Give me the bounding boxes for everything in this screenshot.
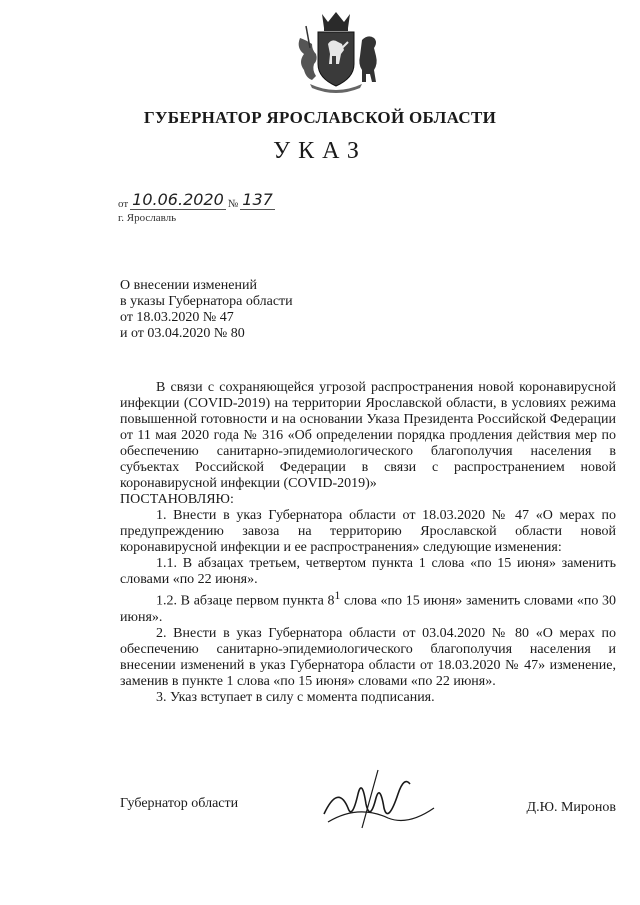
number-prefix: № xyxy=(227,198,239,210)
item-1-2 xyxy=(120,588,616,626)
document-body xyxy=(120,380,616,706)
document-city: г. Ярославль xyxy=(118,212,177,224)
subject-line: в указы Губернатора области xyxy=(120,294,293,309)
issuing-authority: ГУБЕРНАТОР ЯРОСЛАВСКОЙ ОБЛАСТИ xyxy=(143,108,497,127)
subject-line: от 18.03.2020 № 47 xyxy=(120,310,234,325)
item-1-2-text-a: 1.2. В абзаце первом пункта 8 xyxy=(156,593,335,609)
item-1-2-superscript: 1 xyxy=(334,589,341,602)
date-prefix: от xyxy=(118,198,129,210)
subject-line: и от 03.04.2020 № 80 xyxy=(120,326,245,341)
item-3: 3. Указ вступает в силу с момента подписания. xyxy=(156,689,435,705)
document-meta xyxy=(118,190,277,224)
item-1-1: 1.1. В абзацах третьем, четвертом пункта 1 слова «по 15 июня» заменить словами «по 22 июня». xyxy=(120,556,616,587)
item-1: 1. Внести в указ Губернатора области от 18.03.2020 № 47 «О мерах по предупреждению завоза на территорию Ярославской области новой коронавирусной инфекции и ее распространения» следующие изменения: xyxy=(120,508,616,555)
item-1-2-text-b: слова «по 15 июня» заменить словами «по 30 июня». xyxy=(120,593,617,625)
document-type: УКАЗ xyxy=(273,138,367,164)
coat-of-arms-icon xyxy=(288,8,384,94)
document-number: 137 xyxy=(242,190,273,209)
preamble-paragraph: В связи с сохраняющейся угрозой распространения новой коронавирусной инфекции (COVID-2019) на территории Ярославской области, в условиях режима повышенной готовности и на основании Указа Президента Российской Федерации от 11 мая 2020 года № 316 «Об определении порядка продления действия мер по обеспечению санитарно-эпидемиологического благополучия населения в субъектах Российской Федерации в связи с распространением новой коронавирусной инфекции (COVID-2019)» xyxy=(120,380,616,491)
document-date: 10.06.2020 xyxy=(132,190,224,209)
document-subject xyxy=(120,278,293,342)
signatory-role: Губернатор области xyxy=(120,796,239,811)
signatory-name: Д.Ю. Миронов xyxy=(526,800,616,815)
signature-block xyxy=(120,796,616,836)
decree-word: ПОСТАНОВЛЯЮ: xyxy=(120,492,234,507)
subject-line: О внесении изменений xyxy=(120,278,257,293)
item-2: 2. Внести в указ Губернатора области от 03.04.2020 № 80 «О мерах по обеспечению санитарно-эпидемиологического благополучия населения и внесении изменений в указ Губернатора области от 18.03.2020 № 47» изменение, заменив в пункте 1 слова «по 15 июня» словами «по 22 июня». xyxy=(120,625,616,689)
